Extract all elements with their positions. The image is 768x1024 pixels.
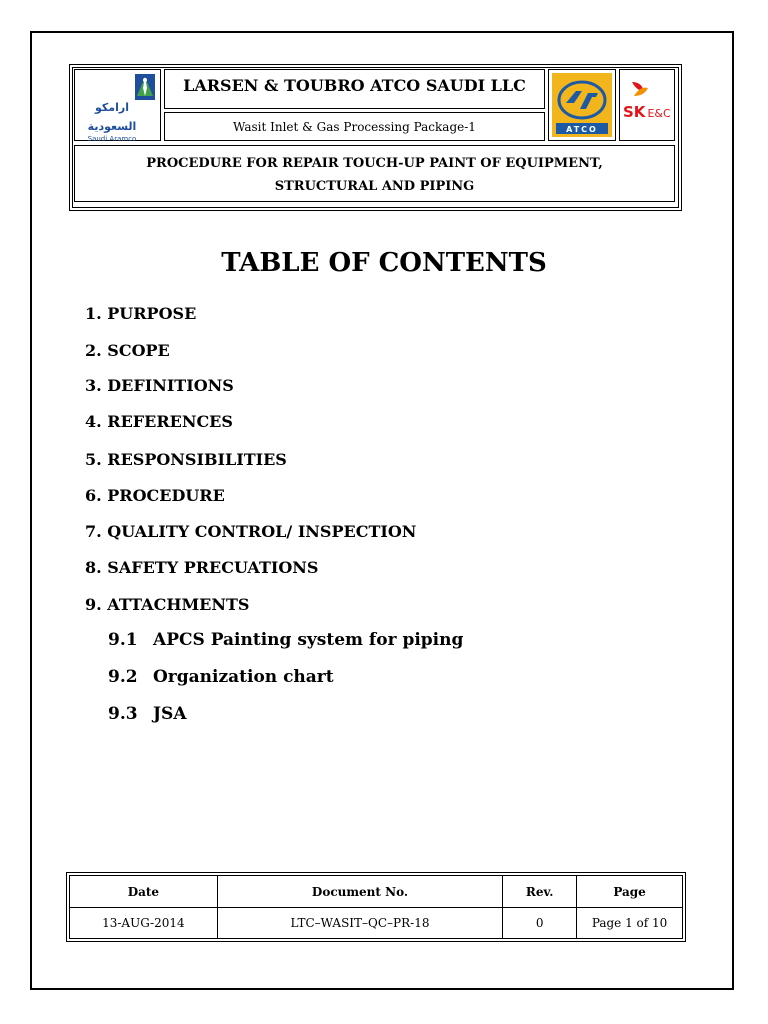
document-header — [69, 64, 682, 211]
document-info-table — [69, 875, 683, 939]
aramco-wordmark — [83, 96, 141, 143]
footer-header-rev: Rev. — [503, 876, 577, 908]
toc-subitem-number: 9.1 — [108, 630, 138, 650]
footer-header-row — [70, 876, 683, 908]
footer-document-no-value: LTC–WASIT–QC–PR-18 — [217, 908, 503, 939]
saudi-aramco-logo — [74, 69, 161, 141]
lt-emblem-icon — [552, 73, 612, 137]
lt-atco-logo — [548, 69, 616, 141]
document-title — [75, 152, 674, 198]
toc-subitem-label: APCS Painting system for piping — [153, 630, 464, 650]
toc-item-quality-control: 7. QUALITY CONTROL/ INSPECTION — [85, 522, 417, 541]
toc-item-definitions: 3. DEFINITIONS — [85, 376, 234, 395]
toc-subitem-number: 9.3 — [108, 704, 138, 724]
toc-item-procedure: 6. PROCEDURE — [85, 486, 225, 505]
toc-subitem-organization-chart — [108, 667, 334, 687]
company-name: LARSEN & TOUBRO ATCO SAUDI LLC — [183, 76, 526, 95]
footer-value-row — [70, 908, 683, 939]
toc-item-responsibilities: 5. RESPONSIBILITIES — [85, 450, 287, 469]
document-title-line-2: STRUCTURAL AND PIPING — [274, 179, 475, 194]
toc-subitem-label: Organization chart — [153, 667, 334, 687]
sk-butterfly-icon — [630, 80, 650, 98]
footer-header-document-no: Document No. — [217, 876, 503, 908]
footer-header-date: Date — [70, 876, 218, 908]
lt-logo-caption: ATCO — [566, 125, 598, 134]
toc-item-safety: 8. SAFETY PRECUATIONS — [85, 558, 319, 577]
sk-ec-logo — [619, 69, 675, 141]
toc-item-purpose: 1. PURPOSE — [85, 304, 197, 323]
sk-ec-letters: E&C — [647, 107, 671, 120]
aramco-arabic-text: ارامكو السعودية — [87, 101, 137, 133]
toc-item-references: 4. REFERENCES — [85, 412, 233, 431]
aramco-english-text: Saudi Aramco — [87, 135, 137, 143]
toc-subitem-jsa — [108, 704, 187, 724]
toc-subitem-apcs — [108, 630, 463, 650]
toc-subitem-number: 9.2 — [108, 667, 138, 687]
project-name: Wasit Inlet & Gas Processing Package-1 — [233, 120, 476, 134]
footer-header-page: Page — [577, 876, 683, 908]
toc-subitem-label: JSA — [153, 704, 187, 724]
footer-page-value: Page 1 of 10 — [577, 908, 683, 939]
company-name-cell — [164, 69, 545, 109]
document-title-line-1: PROCEDURE FOR REPAIR TOUCH-UP PAINT OF EQUIPMENT, — [146, 156, 603, 171]
project-name-cell — [164, 112, 545, 141]
footer-rev-value: 0 — [503, 908, 577, 939]
sk-wordmark — [623, 103, 671, 121]
toc-heading: TABLE OF CONTENTS — [221, 248, 547, 278]
document-title-cell — [74, 145, 675, 202]
document-info-footer — [66, 872, 686, 942]
toc-item-attachments: 9. ATTACHMENTS — [85, 595, 250, 614]
sk-letters: SK — [623, 103, 646, 121]
footer-date-value: 13-AUG-2014 — [70, 908, 218, 939]
toc-item-scope: 2. SCOPE — [85, 341, 170, 360]
